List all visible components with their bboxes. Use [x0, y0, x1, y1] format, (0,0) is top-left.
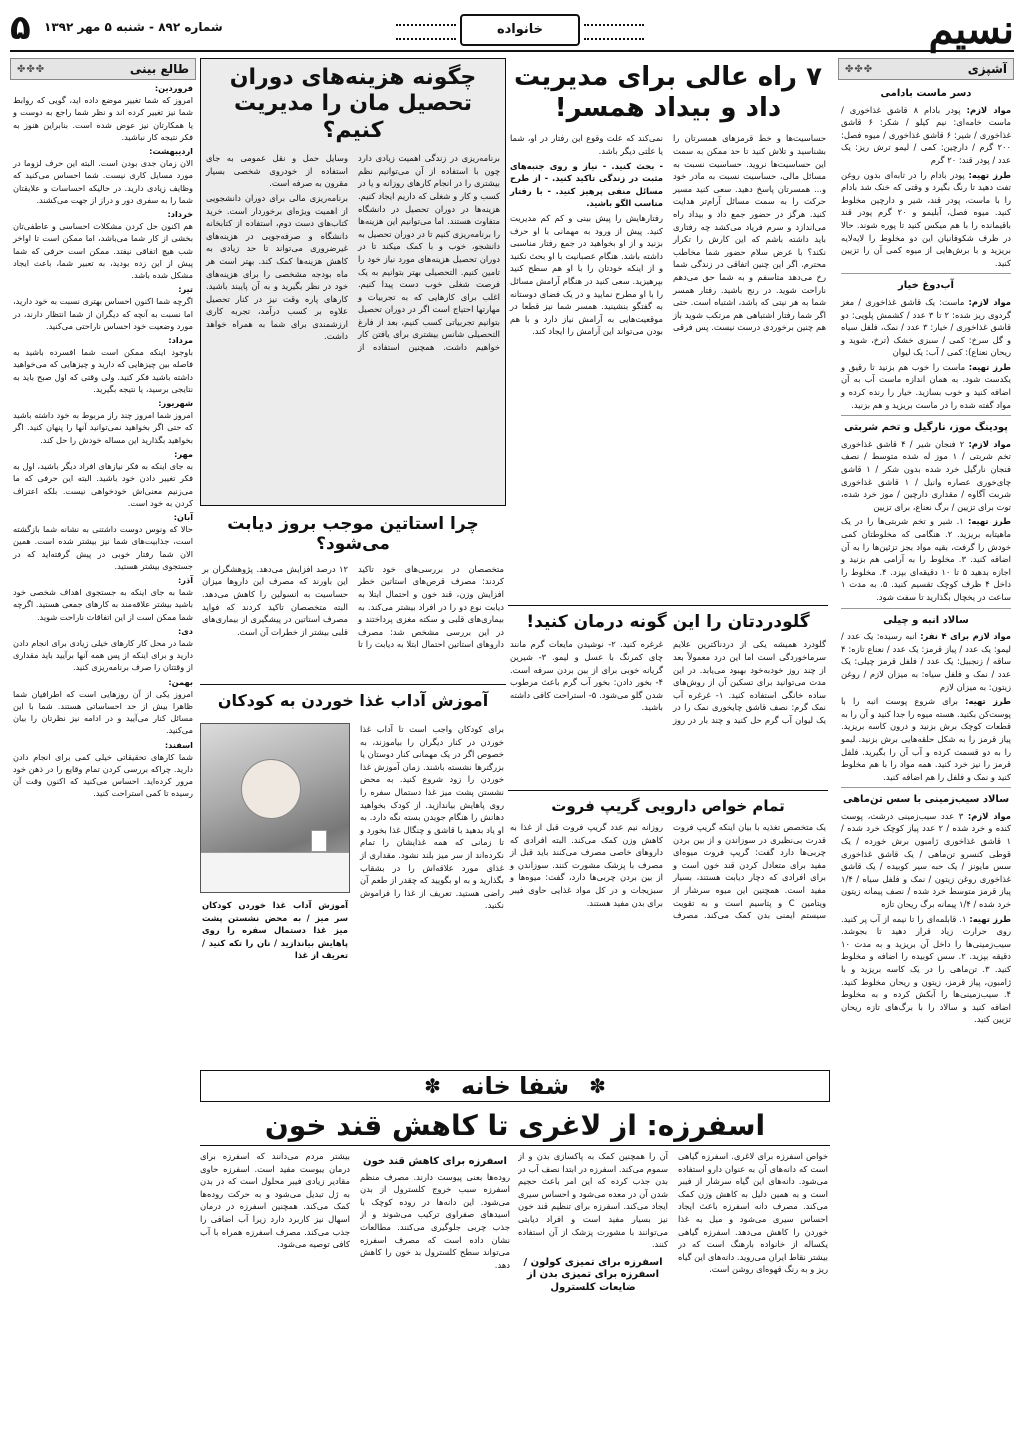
horoscope-item — [13, 448, 193, 509]
health-title: اسفرزه: از لاغری تا کاهش قند خون — [200, 1106, 830, 1146]
pudding-method-label: طرز تهیه: — [968, 516, 1011, 527]
divider — [841, 787, 1011, 788]
horoscope-sign-text: امروز که شما تغییر موضع داده اید، گویی که روابط شما نیز تغییر کرده اند و نظر شما راجع به دوست و یا همکارتان نیز عوض شده است. بنابراین هنوز به فکر نتیجه کار نباشید. — [13, 95, 193, 142]
health-col-3 — [360, 1150, 510, 1442]
article-throat-title: گلودردتان را این گونه درمان کنید! — [526, 612, 810, 632]
article-manners-subs — [200, 899, 350, 1055]
horoscope-item — [13, 739, 193, 800]
cup-shape — [311, 830, 327, 852]
divider — [841, 608, 1011, 609]
pudding-ingredients: ۲ فنجان شیر / ۴ قاشق غذاخوری تخم شربتی / ۱ موز له شده متوسط / نصف فنجان نارگیل خرد شده بدون شکر / ۱ قاشق چای‌خوری عصاره وانیل / ۱ قاشق غذاخوری شربت آگاوه / مقداری دارچین / موز خرد شده، توت برای تزیین / برگ نعناع، برای تزیین — [841, 438, 1011, 512]
dessert-method-label: طرز تهیه: — [968, 169, 1011, 180]
cucumber-ingredients: ماست: یک قاشق غذاخوری / مغز گردوی ریز شده: ۲ تا ۳ عدد / کشمش پلویی: دو قاشق غذاخوری / خیار: ۳ عدد / نمک، فلفل سیاه و گل سرخ: کمی / سبزی خشک (ترخ، شوید و ریحان نعناع): کمی / آب: یک لیوان — [841, 296, 1011, 358]
salad-title: سالاد انبه و چیلی — [883, 614, 969, 626]
health-col-4 — [200, 1150, 350, 1442]
article-throat-text: گلودرد همیشه یکی از دردناکترین علایم سرماخوردگی است اما این درد معمولاً بعد از چند روز خودبه‌خود بهبود می‌یابد. در این مدت می‌توانید برای تسکین آن از روش‌های ساده خانگی استفاده کنید. ۱- غرغره آب نمک گرم: نصف قاشق چایخوری نمک را در یک لیوان آب گرم حل کنید و چند بار در روز غرغره کنید. ۲- نوشیدن مایعات گرم مانند چای کمرنگ با عسل و لیمو. ۳- شیرین گریانه خوبی برای از بین بردن سرفه است. ۴- بخور دادن: بخور آب گرم باعث مرطوب شدن گلو می‌شود. ۵- استراحت کافی داشته باشید. — [510, 639, 826, 725]
horoscope-sign-name: اسفند: — [164, 739, 193, 750]
horoscope-sign-name: خرداد: — [167, 209, 193, 220]
star-icon: ✽ — [424, 1074, 441, 1098]
article-statin-text: متخصصان در بررسی‌های خود تاکید کردند: مصرف قرص‌های استاتین خطر افزایش وزن، قند خون و احتمال ابتلا به دیابت نوع دو را در افراد بیشتر می‌کند. به بیماری‌های قلبی و سکته مغزی پرداختند و در این بررسی مشخص شد: مصرف داروهای استاتین احتمال ابتلا به دیابت را تا ۱۲ درصد افزایش می‌دهد. پژوهشگران بر این باورند که مصرف این داروها میزان حساسیت به انسولین را کاهش می‌دهد. البته متخصصان تاکید کردند که فواید مصرف استاتین در پیشگیری از بیماری‌های قلبی بیشتر از خطرات آن است. — [202, 563, 504, 650]
article-statin-title: چرا استاتین موجب بروز دیابت می‌شود؟ — [227, 514, 479, 555]
horoscope-sign-name: فروردین: — [154, 83, 193, 93]
pudding-ingredients-label: مواد لازم: — [968, 438, 1011, 449]
horoscope-item — [13, 574, 193, 623]
dessert-ingredients-label: مواد لازم: — [966, 104, 1012, 115]
section-label: خانواده — [460, 14, 580, 46]
article-tuition-text2: برنامه‌ریزی مالی برای دوران دانشجویی از اهمیت ویژه‌ای برخوردار است. خرید کتاب‌های دست دوم، استفاده از کتابخانه دانشگاه و صرفه‌جویی در هزینه‌های غیرضروری می‌تواند تا حد زیادی به کاهش هزینه‌ها کمک کند. بهتر است هر ماه بودجه مشخصی را برای هزینه‌های خود در نظر بگیرید و به آن پایبند باشید. کارهای پاره وقت نیز در کنار تحصیل علاوه بر کسب درآمد، تجربه کاری ارزشمندی برای شما به همراه خواهد داشت. — [206, 192, 348, 342]
article-statin — [200, 510, 506, 680]
ornament-icon: ✤✤✤ — [17, 63, 46, 75]
horoscope-column — [10, 58, 196, 1442]
article-throat — [508, 605, 828, 785]
salad-ingredients: انبه رسیده: یک عدد / لیمو: یک عدد / پیاز قرمز: یک عدد / نعناع تازه: ۴ ساقه / زنجبیل: یک عدد / فلفل قرمز چیلی: یک عدد / نمک و فلفل سیاه: به میزان لازم / روغن زیتون: به میزان لازم — [841, 631, 1011, 692]
health-banner — [200, 1070, 830, 1102]
article-spouse-list: - بحث کنید. - نیاز و روی جنبه‌های مثبت در زندگی تاکید کنید. - از طرح مسائل منفی پرهیز کنید. - با رفتار مناسب الگو باشید. — [510, 160, 663, 209]
health-banner-text: شفا خانه — [460, 1072, 570, 1100]
health-text-2: آن را همچنین کمک به پاکسازی بدن و از سموم می‌کند. اسفرزه در ابتدا نصف آب در بدن جذب کرده که این امر باعث حجیم شدن آن در معده می‌شود و احساس سیری ایجاد می‌کند. اسفرزه برای تنظیم قند خون نیز بسیار مفید است و افراد دیابتی می‌توانند با مشورت پزشک از آن استفاده کنند. — [518, 1151, 668, 1250]
ornament-icon: ✤✤✤ — [845, 63, 874, 75]
horoscope-sign-name: آبان: — [173, 511, 193, 522]
article-tuition-text: برنامه‌ریزی در زندگی اهمیت زیادی دارد چون با استفاده از آن می‌توانیم نظم بیشتری را در انجام کارهای روزانه و یا در کسب و کار و شغلی که داریم ایجاد کنیم. هزینه‌ها در دوران تحصیل در دانشگاه متفاوت هستند. اما می‌توانیم این هزینه‌ها را برنامه‌ریزی کنیم تا در دوران تحصیل به دانشجو، خوب و با کمک میکند تا در دوران تحصیل هزینه‌های مورد نیاز خود را تامین کنیم. التحصیلی بهتر بتوانیم به یک فرصت شغلی خوب دست پیدا کنیم. اغلب برای کارهایی که به تجربیات و مهارتها احتیاج است اگر در دوران تحصیل بتوانیم تجربیاتی کسب کنیم، بعد از فارغ التحصیلی شانس بیشتری برای یافتن کار خواهیم داشت. همچنین استفاده از وسایل حمل و نقل عمومی به جای استفاده از خودروی شخصی بسیار مقرون به صرفه است. — [206, 153, 500, 353]
dessert-method: پودر بادام را در تابه‌ای بدون روغن تفت دهید تا رنگ بگیرد و وقتی که خنک شد بادام را با ماست، پودر قند، شیر و دارچین مخلوط کنید. میوه فصل، آبلیمو و ۲۰ گرم پودر قند باقیمانده را با هم میکس کنید تا پوره شوند. حالا در ظرف شکوفانیان این دو مخلوط را لایه‌لایه بریزید و با برش‌هایی از میوه کمی آن را تزیین کنید. — [841, 169, 1012, 268]
page-number: ۵ — [10, 8, 31, 48]
cucumber-ingredients-label: مواد لازم: — [968, 296, 1011, 307]
divider — [841, 415, 1011, 416]
article-manners-text: برای کودکان واجب است تا آداب غذا خوردن در کنار دیگران را بیاموزند، به خصوص اگر در یک مهمانی کنار دوستان یا بزرگترها نشسته باشند. زمان آموزش غذا خوردن را زود شروع کنید. به محض نشستن پشت میز غذا دستمال سفره را روی پاهایش بیاندازید. از کودک بخواهید دهانش را هنگام جویدن بسته نگه دارد. به او یاد بدهید با قاشق و چنگال غذا بخورد و تا زمانی که همه غذایشان را تمام نکرده‌اند از سر میز بلند نشود. مقداری از غذای مورد علاقه‌اش را در بشقاب بگذارید و به او بگویید که چقدر از طعم آن راضی هستید. تعریف از غذا را فراموش نکنید. — [360, 724, 504, 911]
salad-ingredients-label: مواد لازم برای ۴ نفر: — [920, 631, 1011, 642]
horoscope-header — [10, 58, 196, 80]
horoscope-item — [13, 208, 193, 281]
child-eating-photo — [200, 723, 350, 893]
article-statin-body — [200, 563, 506, 680]
health-text-1: خواص اسفرزه برای لاغری. اسفرزه گیاهی است که دانه‌های آن به عنوان دارو استفاده می‌شود. دانه‌های این گیاه سرشار از فیبر است و به همین دلیل به کاهش وزن کمک می‌کند. مصرف دانه اسفرزه باعث ایجاد احساس سیری می‌شود و میل به غذا خوردن را کاهش می‌دهد. اسفرزه گیاهی یکساله از خانواده بارهنگ است که در بیشتر نقاط ایران می‌روید. دانه‌های این گیاه ریز و به رنگ قهوه‌ای روشن است. — [678, 1151, 828, 1275]
article-manners-title: آموزش آداب غذا خوردن به کودکان — [217, 691, 489, 710]
article-throat-body — [508, 638, 828, 778]
article-tuition-title: چگونه هزینه‌های دوران تحصیل مان را مدیریت کنیم؟ — [229, 65, 477, 143]
article-spouse-text: حساسیت‌ها و خط قرمزهای همسرتان را بشناسید و تلاش کنید تا حد ممکن به سمت این حساسیت‌ها نروید. حساسیت نسبت به مسائل مالی، حساسیت نسبت به مادر خود و... همسرتان پاسخ دهید. سعی کنید مسیر حرکت را به سمت مسائل آرام‌تر هدایت کنید. هرگز در حضور جمع داد و بیداد راه می‌اندازد و سرم فریاد می‌کشد چه رفتاری باید داشته باشم که این کارش را تکرار نکند؟ با عرض سلام حضور شما مخاطب محترم. اگر این چنین اتفاقی در زندگی شما رخ می‌دهد متاسفم و به شما حق می‌دهم ناراحت شوید. در رنج باشید. رفتار همسر شما به هر نیتی که باشد، اشتباه است. حتی اگر شما رفتار اشتباهی هم مرتکب شوید باز هم چنین برخوردی درست نیست. پس فرقی نمی‌کند که علت وقوع این رفتار در او، شما یا علتی دیگر باشد. — [510, 133, 826, 333]
horoscope-item — [13, 334, 193, 395]
child-figure — [241, 759, 301, 819]
potato-method-label: طرز تهیه: — [969, 913, 1011, 924]
masthead — [10, 8, 1014, 52]
horoscope-sign-name: مهر: — [174, 448, 193, 459]
horoscope-sign-text: شما کارهای تحقیقاتی خیلی کمی برای انجام دادن دارید. چراکه بررسی کردن تمام وقایع را در ذهن خود مرور کرده‌اید. احساس می‌کنید که اکنون وقت آن رسیده تا کمی استراحت کنید. — [13, 751, 193, 799]
kitchen-header — [838, 58, 1014, 80]
article-tuition — [200, 58, 506, 506]
cucumber-method-label: طرز تهیه: — [968, 361, 1011, 372]
article-manners-body — [358, 723, 506, 1053]
cucumber-title: آب‌دوغ خیار — [898, 280, 954, 292]
health-text-4: بیشتر مردم می‌دانند که اسفرزه برای درمان یبوست مفید است. اسفرزه حاوی مقادیر زیادی فیبر محلول است که در بدن به ژل تبدیل می‌شود و به حرکت روده‌ها کمک می‌کند. همچنین اسفرزه در درمان اسهال نیز کاربرد دارد زیرا آب اضافی را جذب می‌کند. مصرف اسفرزه همراه با آب کافی توصیه می‌شود. — [200, 1151, 350, 1250]
horoscope-sign-name: مرداد: — [168, 335, 193, 346]
horoscope-sign-name: آذر: — [178, 574, 193, 585]
horoscope-sign-name: شهریور: — [158, 398, 193, 409]
table-shape — [201, 852, 349, 892]
horoscope-body — [10, 80, 196, 804]
health-col-1 — [678, 1150, 828, 1442]
horoscope-item — [13, 82, 193, 143]
potato-ingredients-label: مواد لازم: — [967, 810, 1011, 821]
dessert-ingredients: پودر بادام ۸ قاشق غذاخوری / ماست خامه‌ای: نیم کیلو / شکر: ۶ قاشق غذاخوری / شیر: ۶ قاشق غذاخوری / میوه فصل: ۲۰۰ گرم / دارچین: کمی / لیمو ترش ریز: یک عدد / پودر قند: ۲۰ گرم — [841, 104, 1011, 165]
salad-method: برای شروع پوست انبه را با پوست‌کن بکنید. هسته میوه را جدا کنید و آن را به قطعات کوچک برش بزنید و درون کاسه بریزید. پیاز قرمز را به شکل حلقه‌هایی برش بزنید. لیمو را به دو قسمت کرده و آب آن را بگیرید. فلفل قرمز را نیز خرد کنید. همه مواد را با هم مخلوط کنید و نمک و فلفل را هم اضافه کنید. — [840, 696, 1011, 782]
horoscope-sign-text: شما به جای اینکه به جستجوی اهداف شخصی خود باشید بیشتر علاقه‌مند به کارهای جمعی هستید. اگرچه شما ممکن است از این اتفاقات ناراحت شوید. — [13, 587, 193, 622]
horoscope-sign-text: حالا که ونوس دوست داشتنی به نشانه شما بازگشته است، جذابیت‌های شما نیز بیشتر شده است. همین الان شما رفتار خوبی در پیش گرفته‌اید که در جستجوی بیشتر هستید. — [13, 524, 193, 571]
horoscope-sign-text: باوجود اینکه ممکن است شما افسرده باشید به فاصله بین چیزهایی که دارید و چیزهایی که می‌خواهید داشته باشید فکر کنید. ولی وقتی که اول صبح باید به نتایجی برسید، یا نتیجه بگیرید. — [13, 347, 193, 394]
horoscope-title: طالع بینی — [129, 62, 189, 76]
issue-info — [10, 20, 223, 34]
horoscope-sign-text: شما در محل کار کارهای خیلی زیادی برای انجام دادن دارید و برای اینکه از پس همه آنها برآیید باید مقداری از وقتتان را صرف برنامه‌ریزی کنید. — [13, 637, 193, 673]
potato-ingredients: ۳ عدد سیب‌زمینی درشت، پوست کنده و خرد شده / ۲ عدد پیاز کوچک خرد شده / ۱ قاشق غذاخوری ژامبون برش خورده / یک قوطی کنسرو تن‌ماهی / یک قاشق غذاخوری سس مایونز / یک حبه سیر کوبیده / یک قاشق غذاخوری روغن زیتون / نمک و فلفل سیاه / ۱/۴ پیاز قرمز متوسط خرد شده / نصف پیمانه زیتون خرد شده / ۱/۴ پیمانه برگ ریحان تازه — [841, 810, 1012, 910]
article-tuition-body — [201, 152, 505, 506]
horoscope-sign-text: امروز شما امروز چند راز مربوط به خود داشته باشید که حتی اگر بخواهید نمی‌توانید آنها را پنهان کنید. اگر بخواهید بگذارید این مساله خودش را حل کند. — [13, 410, 193, 445]
potato-method: ۱. قابلمه‌ای را تا نیمه از آب پر کنید. روی حرارت زیاد قرار دهید تا بجوشد. سیب‌زمینی‌ها را داخل آن بریزید و به مدت ۱۰ دقیقه بپزید. ۲. سس کوبیده را اضافه و مخلوط کنید. ۳. تن‌ماهی را در یک کاسه بریزید و با ژامبون، پیاز قرمز، زیتون و ریحان مخلوط کنید. ۴. سیب‌زمینی‌ها را آبکش کرده و به مخلوط اضافه کنید و سالاد را با برگ‌های تازه ریحان تزیین کنید. — [841, 913, 1011, 1025]
horoscope-item — [13, 511, 193, 572]
article-spouse-body — [508, 132, 828, 598]
article-spouse-title: ۷ راه عالی برای مدیریت داد و بیداد همسر! — [514, 62, 822, 124]
potato-salad-title: سالاد سیب‌زمینی با سس تن‌ماهی — [842, 794, 1010, 806]
article-grapefruit-body — [508, 821, 828, 1056]
horoscope-sign-name: دی: — [178, 625, 193, 636]
health-col-2 — [518, 1150, 668, 1442]
health-text-3: روده‌ها بعنی پیوست دارند. مصرف منظم اسفرزه سبب خروج کلسترول از بدن می‌شود. این دانه‌ها در روده کوچک با اسیدهای صفراوی ترکیب می‌شوند و از جذب چربی جلوگیری می‌کنند. مطالعات نشان داده است که مصرف اسفرزه می‌تواند سطح کلسترول بد خون را کاهش دهد. — [360, 1171, 510, 1270]
horoscope-item — [13, 145, 193, 206]
horoscope-sign-text: الان زمان جدی بودن است. البته این حرف لزوما در مورد مسایل کاری نیست. شما احساس می‌کنید که وظایف زیادی دارید. در حالیکه احساسات و علایقتان شما را به سفری دور و دراز از جهت می‌کشند. — [13, 158, 193, 205]
article-grapefruit-title: تمام خواص دارویی گریپ فروت — [551, 797, 785, 815]
horoscope-sign-name: تیر: — [178, 284, 193, 295]
dessert-title: دسر ماست بادامی — [880, 88, 972, 99]
horoscope-item — [13, 676, 193, 737]
health-subhead-3: اسفرزه برای کاهش قند خون — [363, 1156, 507, 1167]
article-manners-subheads: آموزش آداب غذا خوردن کودکان سر میز / به محض نشستن پشت میز غذا دستمال سفره را روی پاهایش بیاندازید / نان را تکه کنید / تعریف از غذا — [202, 900, 348, 961]
kitchen-column — [838, 58, 1014, 1442]
horoscope-sign-text: اگرچه شما اکنون احساس بهتری نسبت به خود دارید، اما نسبت به آنچه که دیگران از شما انتظار دارند، در مورد وضعیت خود احساس ناراحتی می‌کنید. — [13, 296, 193, 331]
article-grapefruit — [508, 790, 828, 1060]
kitchen-body — [838, 80, 1014, 1030]
horoscope-item — [13, 625, 193, 674]
salad-method-label: طرز تهیه: — [965, 696, 1012, 707]
article-spouse — [508, 58, 828, 598]
pudding-method: ۱. شیر و تخم شربتی‌ها را در یک ماهیتابه بریزید. ۲. هنگامی که مخلوطتان کمی خودش را گرفت، بقیه مواد بجز تزئین‌ها را به آن اضافه کنید. ۳. مخلوط را به آرامی هم بزنید و اجازه بدهید ۵ تا ۱۰ دقیقه‌ای بپزد. ۴. مخلوط را داخل ۴ ظرف کوچک تقسیم کنید. ۵. به مدت ۱ ساعت در یخچال بگذارید تا سفت شود. — [841, 516, 1011, 602]
cucumber-method: ماست را خوب هم بزنید تا رقیق و یکدست شود. به همان اندازه ماست آب به آن اضافه کنید و خوب بسازید. خیار را رنده کرده و مواد گفته شده را در ماست بریزید و هم بزنید. — [841, 361, 1011, 410]
horoscope-item — [13, 283, 193, 332]
brand-logo: نسیم — [928, 6, 1014, 53]
issue-text: شماره ۸۹۲ - شنبه ۵ مهر ۱۳۹۲ — [44, 20, 223, 34]
divider — [841, 273, 1011, 274]
horoscope-sign-name: بهمن: — [168, 676, 193, 687]
article-grapefruit-text: یک متخصص تغذیه با بیان اینکه گریپ فروت قدرت بی‌نظیری در سوزاندن و از بین بردن چربی‌ها دارد گفت: گریپ فروت میوه‌ای مفید برای متعادل کردن قند خون است و برای افرادی که دچار دیابت هستند، بسیار مفید است. همچنین این میوه سرشار از ویتامین C و پتاسیم است و به تقویت سیستم ایمنی بدن کمک می‌کند. مصرف روزانه نیم عدد گریپ فروت قبل از غذا به کاهش وزن کمک می‌کند. البته افرادی که داروهای خاصی مصرف می‌کنند باید قبل از مصرف با پزشک مشورت کنند. سوزاندن و از بین بردن چربی‌ها دارد، گفت: میوه‌ها و سبزیجات و در کل مواد غذایی حاوی فیبر برای بدن مفید هستند. — [510, 822, 826, 921]
horoscope-sign-text: به جای اینکه به فکر نیازهای افراد دیگر باشید، اول به فکر تغییر دادن خود باشید. البته این حرفی که ما می‌زنیم معنی‌اش خودخواهی نیست. بلکه اعتراف کردن به خود است. — [13, 461, 193, 508]
health-subhead-2: اسفرزه برای تمیزی کولون / اسفرزه برای تمیزی بدن از ضایعات کلسترول — [523, 1256, 663, 1293]
horoscope-sign-text: امروز یکی از آن روزهایی است که اطرافیان شما ظاهرا بیش از حد احساساتی هستند. شما با این مسائل کنار می‌آیید و در ادامه نیز نظرتان را بیان می‌کنید. — [13, 688, 193, 736]
horoscope-item — [13, 397, 193, 446]
horoscope-sign-text: هم اکنون حل کردن مشکلات احساسی و عاطفی‌تان بخشی از کار شما می‌باشد، اما ممکن است تا اواخر شب هیچ اتفاقی نیفتد. ممکن است حرفی که شما پیش از این زده بودید، به تعبیر شما، باعث ایجاد مشکل شده باشد. — [13, 221, 193, 281]
article-spouse-text2: رفتارهایش را پیش بینی و کم کم مدیریت کنید. پیش از ورود به مهمانی با او حرف بزنید و از او بخواهید در جمع رفتار مناسبی داشته باشد. هنگام عصبانیت با او بحث نکنید و از اینکه خودتان را با او هم سطح کنید بپرهیزید. سعی کنید در هنگام آرامش مسائل را با او مطرح نمایید و در یک فضای دوستانه به گفتگو بنشینید. همسر شما نیز قطعا در موقعیت‌هایی به آرامش نیاز دارد و با هم بودن می‌تواند این آرامش را ایجاد کند. — [510, 212, 663, 337]
kitchen-title: آشپزی — [967, 62, 1007, 76]
star-icon: ✽ — [589, 1074, 606, 1098]
horoscope-sign-name: اردیبهشت: — [149, 146, 193, 157]
pudding-title: پودینگ موز، نارگیل و تخم شربتی — [844, 422, 1008, 434]
article-manners — [200, 684, 506, 1060]
